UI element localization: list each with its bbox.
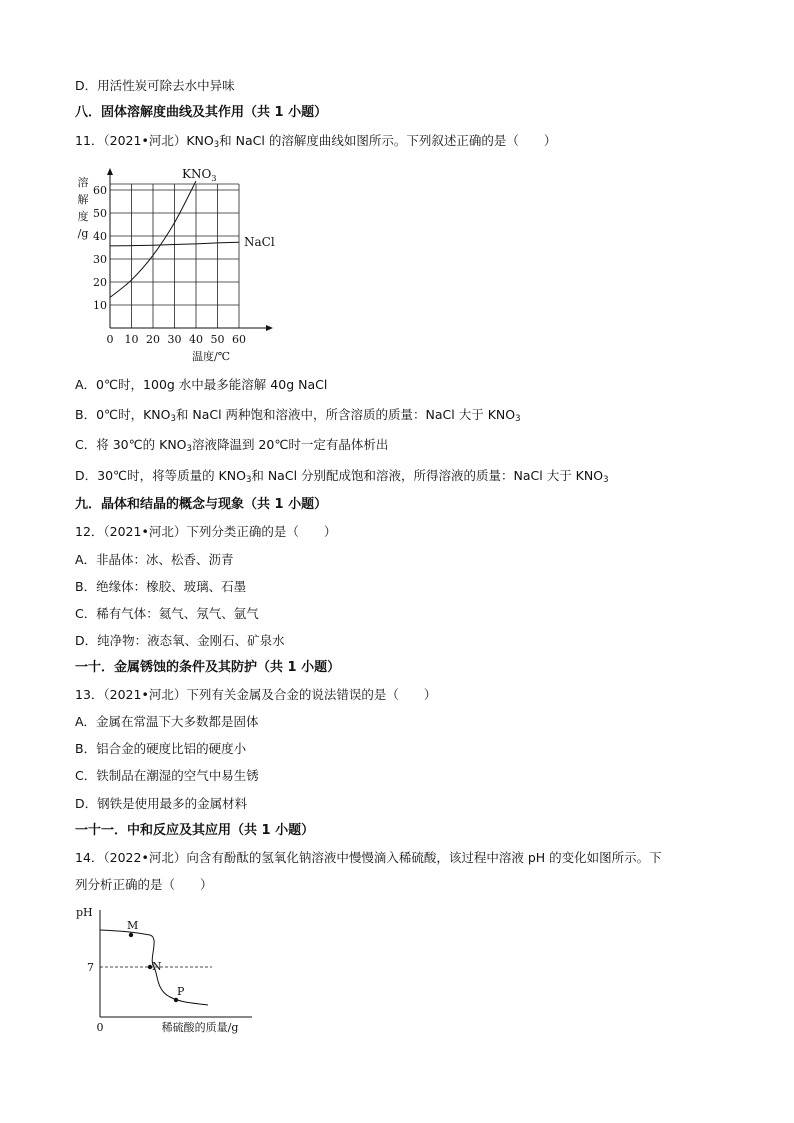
q11-stem-a: 11．（2021•河北）KNO	[75, 133, 214, 148]
section-8-title: 八．固体溶解度曲线及其作用（共 1 小题）	[75, 105, 328, 120]
y-tick-label: 10	[93, 299, 107, 312]
x-tick-label: 60	[232, 333, 246, 346]
section-11-title: 一十一．中和反应及其应用（共 1 小题）	[75, 823, 315, 838]
point-p	[174, 998, 178, 1002]
q11-option-b-sub2: 3	[515, 414, 521, 424]
solubility-chart	[72, 160, 302, 370]
x-tick-label: 30	[167, 333, 182, 346]
q11-option-c-sub1: 3	[186, 444, 192, 454]
q14-stem-line2: 列分析正确的是（ ）	[75, 877, 213, 892]
solubility-grid	[110, 184, 239, 328]
point-label-n: N	[152, 960, 162, 973]
q11-option-d	[75, 468, 609, 484]
q11-option-a: A．0℃时，100g 水中最多能溶解 40g NaCl	[75, 377, 328, 392]
q11-stem-b: 和 NaCl 的溶解度曲线如图所示。下列叙述正确的是（ ）	[219, 133, 557, 148]
q10-option-d: D．用活性炭可除去水中异味	[75, 78, 235, 93]
y-tick-label: 40	[93, 230, 107, 243]
x-tick-label: 40	[189, 333, 203, 346]
y-tick-label: 20	[93, 276, 107, 289]
x-tick-label: 50	[210, 333, 225, 346]
q11-option-d-sub2: 3	[603, 475, 609, 485]
x-tick-label: 10	[124, 333, 139, 346]
q12-stem: 12．（2021•河北）下列分类正确的是（ ）	[75, 524, 337, 539]
y-tick-label: 50	[93, 207, 107, 220]
q13-stem: 13．（2021•河北）下列有关金属及合金的说法错误的是（ ）	[75, 687, 437, 702]
section-10-title: 一十．金属锈蚀的条件及其防护（共 1 小题）	[75, 660, 341, 675]
q11-stem-sub1: 3	[213, 140, 220, 150]
q13-option-b: B．铝合金的硬度比铝的硬度小	[75, 741, 247, 756]
q13-option-c: C．铁制品在潮湿的空气中易生锈	[75, 768, 259, 783]
q13-option-d: D．钢铁是使用最多的金属材料	[75, 796, 248, 811]
y-axis-label-part: 解	[77, 193, 89, 206]
ph-chart	[72, 902, 262, 1037]
y-tick-label: 60	[93, 184, 107, 197]
y-axis-label-part: 溶	[77, 176, 89, 189]
q11-stem	[75, 133, 556, 149]
origin-label: 0	[96, 1021, 104, 1034]
x-tick-label: 20	[146, 333, 160, 346]
solubility-text	[78, 167, 275, 363]
q12-option-d: D．纯净物：液态氧、金刚石、矿泉水	[75, 633, 285, 648]
q11-option-d-part1: D．30℃时，将等质量的 KNO	[75, 468, 246, 483]
q14-stem-line1: 14．（2022•河北）向含有酚酞的氢氧化钠溶液中慢慢滴入稀硫酸，该过程中溶液 pH 的变化如图所示。下	[75, 850, 662, 865]
point-label-p: P	[177, 985, 185, 998]
series-label-nacl: NaCl	[244, 235, 275, 250]
point-label-m: M	[127, 919, 139, 932]
x-axis-label: 温度/℃	[191, 350, 231, 363]
q11-option-c-part2: 溶液降温到 20℃时一定有晶体析出	[191, 437, 389, 452]
y-tick-label: 7	[87, 961, 94, 974]
y-axis-label: pH	[76, 906, 93, 919]
series-label-kno3: $KNO_3$	[182, 167, 217, 183]
q12-option-c: C．稀有气体：氦气、氖气、氩气	[75, 606, 259, 621]
q13-option-a: A．金属在常温下大多数都是固体	[75, 714, 259, 729]
y-axis-label-part: /g	[77, 227, 89, 240]
q11-option-d-sub1: 3	[245, 475, 252, 485]
y-axis-arrow	[107, 168, 113, 175]
q11-option-b-sub1: 3	[170, 414, 176, 424]
point-m	[129, 933, 133, 937]
y-axis-label-part: 度	[77, 210, 89, 223]
q11-option-b-part2: 和 NaCl 两种饱和溶液中，所含溶质的质量：NaCl 大于 KNO	[175, 407, 516, 422]
q11-option-c-part1: C．将 30℃的 KNO	[75, 437, 187, 452]
q12-option-b: B．绝缘体：橡胶、玻璃、石墨	[75, 579, 247, 594]
q11-option-b	[75, 407, 521, 423]
q11-option-b-part1: B．0℃时，KNO	[75, 407, 171, 422]
q11-option-c	[75, 437, 388, 453]
q11-option-d-part2: 和 NaCl 分别配成饱和溶液，所得溶液的质量：NaCl 大于 KNO	[251, 468, 604, 483]
x-axis-label: 稀硫酸的质量/g	[161, 1021, 239, 1034]
y-tick-label: 30	[93, 253, 107, 266]
q12-option-a: A．非晶体：冰、松香、沥青	[75, 552, 234, 567]
x-tick-label: 0	[106, 333, 114, 346]
x-axis-arrow	[266, 325, 273, 331]
section-9-title: 九．晶体和结晶的概念与现象（共 1 小题）	[75, 497, 328, 512]
